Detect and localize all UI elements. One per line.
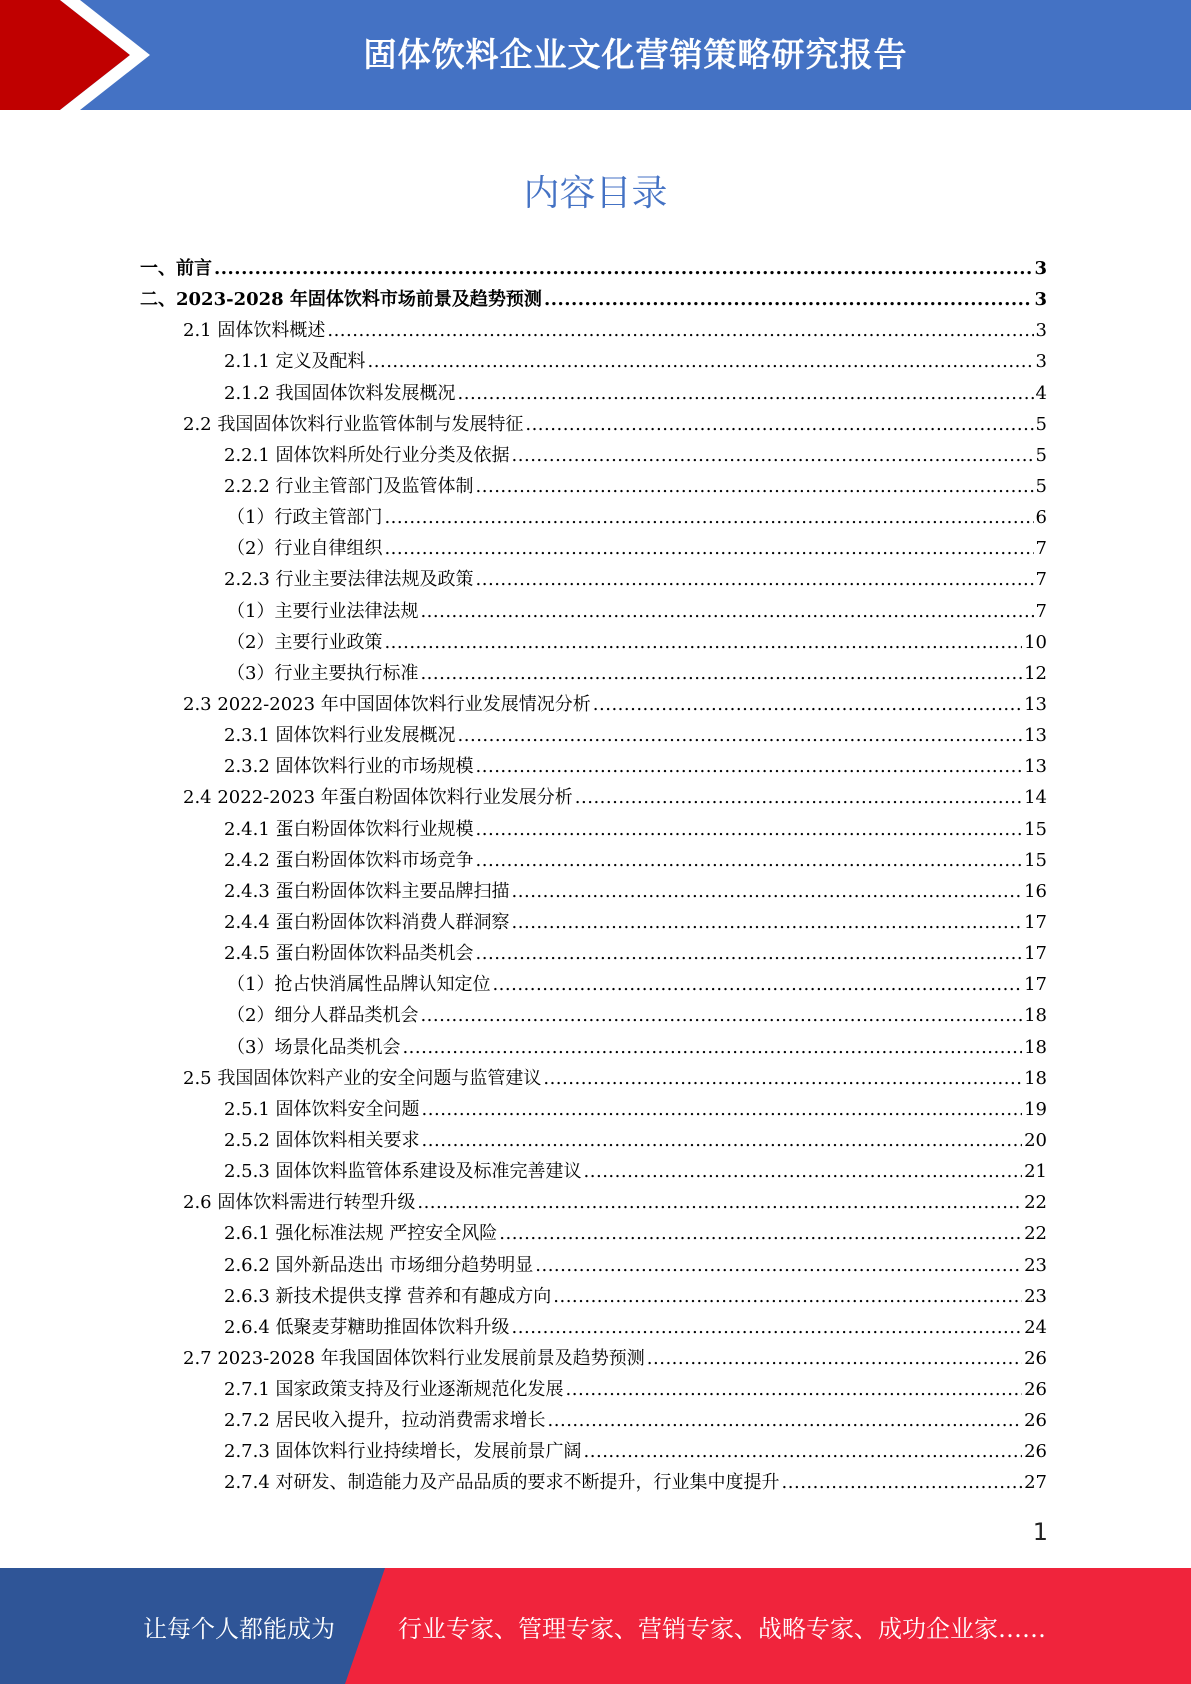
toc-entry[interactable] (140, 1188, 1047, 1219)
toc-entry-text: （2）行业自律组织 (227, 538, 383, 560)
toc-entry[interactable] (140, 472, 1047, 503)
toc-leader-dots (575, 787, 1022, 808)
toc-entry-page: 5 (1035, 475, 1047, 497)
toc-entry[interactable] (140, 1064, 1047, 1095)
toc-leader-dots (422, 1099, 1023, 1120)
toc-entry-text: （3）行业主要执行标准 (227, 662, 419, 684)
toc-leader-dots (566, 1379, 1023, 1400)
toc-leader-dots (214, 258, 1032, 279)
toc-leader-dots (476, 756, 1023, 777)
toc-entry-page: 3 (1035, 320, 1047, 342)
toc-entry-text: 2.2.1 固体饮料所处行业分类及依据 (224, 444, 510, 466)
toc-entry-page: 13 (1024, 756, 1047, 778)
toc-leader-dots (327, 320, 1033, 341)
toc-leader-dots (458, 725, 1023, 746)
toc-entry[interactable] (140, 1375, 1047, 1406)
toc-leader-dots (384, 507, 1033, 528)
toc-leader-dots (584, 1441, 1023, 1462)
table-of-contents (140, 254, 1047, 1500)
toc-entry[interactable] (140, 254, 1047, 285)
toc-entry-text: （2）细分人群品类机会 (227, 1005, 419, 1027)
toc-entry[interactable] (140, 628, 1047, 659)
toc-entry[interactable] (140, 846, 1047, 877)
toc-entry[interactable] (140, 1313, 1047, 1344)
toc-entry-page: 14 (1024, 787, 1047, 809)
toc-entry-page: 24 (1024, 1316, 1047, 1338)
toc-entry-text: 2.4.4 蛋白粉固体饮料消费人群洞察 (224, 911, 510, 933)
toc-entry-page: 3 (1034, 258, 1047, 279)
toc-entry-page: 4 (1035, 382, 1047, 404)
toc-entry-text: 2.4.2 蛋白粉固体饮料市场竞争 (224, 849, 474, 871)
toc-entry-text: 2.6.1 强化标准法规 严控安全风险 (224, 1223, 498, 1245)
toc-entry-page: 12 (1024, 662, 1047, 684)
toc-entry[interactable] (140, 1033, 1047, 1064)
header-banner (0, 0, 1191, 110)
toc-leader-dots (647, 1348, 1022, 1369)
toc-leader-dots (499, 1223, 1022, 1244)
toc-entry[interactable] (140, 1344, 1047, 1375)
toc-entry[interactable] (140, 1468, 1047, 1499)
toc-entry-page: 7 (1035, 538, 1047, 560)
toc-entry[interactable] (140, 347, 1047, 378)
toc-entry-text: 2.2.3 行业主要法律法规及政策 (224, 569, 474, 591)
toc-leader-dots (512, 1317, 1023, 1338)
toc-entry-page: 7 (1035, 600, 1047, 622)
toc-entry[interactable] (140, 908, 1047, 939)
footer-slogan-left: 让每个人都能成为 (143, 1614, 335, 1643)
toc-entry[interactable] (140, 597, 1047, 628)
toc-leader-dots (548, 1410, 1023, 1431)
toc-leader-dots (417, 1192, 1022, 1213)
toc-entry-page: 27 (1024, 1472, 1047, 1494)
toc-entry[interactable] (140, 939, 1047, 970)
toc-entry[interactable] (140, 752, 1047, 783)
toc-entry-text: 2.1.2 我国固体饮料发展概况 (224, 382, 456, 404)
toc-leader-dots (476, 943, 1023, 964)
toc-entry-text: 2.6.2 国外新品迭出 市场细分趋势明显 (224, 1254, 534, 1276)
toc-entry-page: 3 (1034, 289, 1047, 311)
toc-entry-text: 2.2 我国固体饮料行业监管体制与发展特征 (183, 413, 524, 435)
toc-leader-dots (476, 476, 1034, 497)
toc-entry-text: 2.7.4 对研发、制造能力及产品品质的要求不断提升，行业集中度提升 (224, 1472, 780, 1494)
toc-entry-text: 2.4 2022-2023 年蛋白粉固体饮料行业发展分析 (183, 787, 573, 809)
toc-leader-dots (476, 569, 1034, 590)
toc-title: 内容目录 (523, 173, 668, 214)
toc-entry-page: 10 (1024, 631, 1047, 653)
toc-leader-dots (384, 538, 1033, 559)
footer-banner (0, 1568, 1191, 1684)
toc-leader-dots (476, 819, 1023, 840)
toc-entry-page: 6 (1035, 507, 1047, 529)
toc-entry[interactable] (140, 877, 1047, 908)
toc-entry-text: 2.3.2 固体饮料行业的市场规模 (224, 756, 474, 778)
toc-leader-dots (593, 694, 1022, 715)
toc-leader-dots (420, 663, 1022, 684)
toc-entry-page: 16 (1024, 880, 1047, 902)
toc-entry-page: 7 (1035, 569, 1047, 591)
toc-entry-page: 18 (1024, 1067, 1047, 1089)
toc-entry-text: 一、前言 (140, 258, 212, 279)
toc-entry-text: 2.7 2023-2028 年我国固体饮料行业发展前景及趋势预测 (183, 1347, 645, 1369)
toc-leader-dots (525, 414, 1033, 435)
toc-entry-text: 2.7.1 国家政策支持及行业逐渐规范化发展 (224, 1379, 564, 1401)
page-number: 1 (1032, 1518, 1048, 1546)
toc-entry[interactable] (140, 1437, 1047, 1468)
toc-entry[interactable] (140, 815, 1047, 846)
toc-entry-text: 2.7.3 固体饮料行业持续增长，发展前景广阔 (224, 1441, 582, 1463)
toc-leader-dots (402, 1037, 1022, 1058)
toc-entry-text: 2.5.1 固体饮料安全问题 (224, 1098, 420, 1120)
toc-entry[interactable] (140, 783, 1047, 814)
toc-entry-page: 22 (1024, 1192, 1047, 1214)
toc-entry-text: （2）主要行业政策 (227, 631, 383, 653)
toc-entry-text: （1）主要行业法律法规 (227, 600, 419, 622)
toc-entry[interactable] (140, 1095, 1047, 1126)
toc-entry-page: 19 (1024, 1098, 1047, 1120)
toc-entry-text: （1）抢占快消属性品牌认知定位 (227, 974, 491, 996)
toc-entry[interactable] (140, 410, 1047, 441)
toc-entry-page: 26 (1024, 1379, 1047, 1401)
toc-entry-text: 二、2023-2028 年固体饮料市场前景及趋势预测 (140, 289, 542, 311)
toc-leader-dots (584, 1161, 1023, 1182)
toc-entry-text: 2.1 固体饮料概述 (183, 320, 326, 342)
toc-entry[interactable] (140, 1406, 1047, 1437)
toc-entry-page: 18 (1024, 1005, 1047, 1027)
toc-entry[interactable] (140, 1126, 1047, 1157)
toc-entry-text: 2.7.2 居民收入提升，拉动消费需求增长 (224, 1410, 546, 1432)
toc-entry-page: 21 (1024, 1161, 1047, 1183)
toc-entry-text: 2.4.3 蛋白粉固体饮料主要品牌扫描 (224, 880, 510, 902)
toc-leader-dots (512, 881, 1023, 902)
toc-entry-page: 26 (1024, 1410, 1047, 1432)
toc-leader-dots (368, 351, 1034, 372)
toc-entry[interactable] (140, 441, 1047, 472)
toc-leader-dots (422, 1130, 1023, 1151)
toc-entry-page: 3 (1035, 351, 1047, 373)
toc-entry[interactable] (140, 316, 1047, 347)
toc-entry-text: 2.5.3 固体饮料监管体系建设及标准完善建议 (224, 1161, 582, 1183)
header-chevron-icon (0, 0, 160, 110)
toc-leader-dots (420, 1005, 1022, 1026)
toc-entry[interactable] (140, 1157, 1047, 1188)
toc-entry-page: 17 (1024, 943, 1047, 965)
toc-entry-page: 18 (1024, 1036, 1047, 1058)
toc-leader-dots (553, 1286, 1022, 1307)
toc-entry-page: 17 (1024, 974, 1047, 996)
toc-entry-text: 2.1.1 定义及配料 (224, 351, 366, 373)
toc-leader-dots (458, 383, 1034, 404)
toc-entry-page: 13 (1024, 725, 1047, 747)
toc-entry-page: 23 (1024, 1285, 1047, 1307)
toc-entry-text: 2.3.1 固体饮料行业发展概况 (224, 725, 456, 747)
toc-entry-page: 20 (1024, 1129, 1047, 1151)
toc-entry-page: 5 (1035, 413, 1047, 435)
toc-leader-dots (543, 1068, 1022, 1089)
toc-entry-text: 2.4.1 蛋白粉固体饮料行业规模 (224, 818, 474, 840)
toc-entry[interactable] (140, 970, 1047, 1001)
toc-leader-dots (476, 850, 1023, 871)
footer-slogan-right: 行业专家、管理专家、营销专家、战略专家、成功企业家…… (398, 1614, 1046, 1643)
toc-entry[interactable] (140, 1219, 1047, 1250)
toc-entry[interactable] (140, 534, 1047, 565)
toc-entry[interactable] (140, 503, 1047, 534)
toc-entry[interactable] (140, 379, 1047, 410)
toc-entry-text: 2.6 固体饮料需进行转型升级 (183, 1192, 416, 1214)
toc-entry-text: 2.4.5 蛋白粉固体饮料品类机会 (224, 943, 474, 965)
toc-leader-dots (782, 1472, 1023, 1493)
toc-entry-page: 13 (1024, 693, 1047, 715)
toc-entry[interactable] (140, 565, 1047, 596)
toc-entry-page: 5 (1035, 444, 1047, 466)
toc-leader-dots (492, 974, 1022, 995)
toc-entry[interactable] (140, 659, 1047, 690)
toc-entry-text: 2.5 我国固体饮料产业的安全问题与监管建议 (183, 1067, 542, 1089)
toc-entry-text: 2.3 2022-2023 年中国固体饮料行业发展情况分析 (183, 693, 591, 715)
toc-leader-dots (512, 912, 1023, 933)
toc-entry-text: 2.2.2 行业主管部门及监管体制 (224, 475, 474, 497)
report-title: 固体饮料企业文化营销策略研究报告 (363, 34, 908, 74)
toc-entry-page: 26 (1024, 1441, 1047, 1463)
toc-entry[interactable] (140, 1282, 1047, 1313)
toc-entry[interactable] (140, 1001, 1047, 1032)
toc-leader-dots (512, 445, 1034, 466)
toc-entry[interactable] (140, 690, 1047, 721)
toc-entry-text: 2.5.2 固体饮料相关要求 (224, 1129, 420, 1151)
toc-entry-page: 15 (1024, 849, 1047, 871)
toc-entry[interactable] (140, 1251, 1047, 1282)
toc-entry-text: （1）行政主管部门 (227, 507, 383, 529)
toc-entry[interactable] (140, 285, 1047, 316)
toc-entry-page: 23 (1024, 1254, 1047, 1276)
toc-entry[interactable] (140, 721, 1047, 752)
toc-entry-text: 2.6.4 低聚麦芽糖助推固体饮料升级 (224, 1316, 510, 1338)
toc-leader-dots (420, 601, 1033, 622)
toc-entry-page: 17 (1024, 911, 1047, 933)
toc-entry-text: （3）场景化品类机会 (227, 1036, 401, 1058)
toc-entry-page: 22 (1024, 1223, 1047, 1245)
toc-entry-page: 26 (1024, 1347, 1047, 1369)
toc-leader-dots (544, 289, 1033, 310)
toc-leader-dots (535, 1255, 1022, 1276)
toc-entry-page: 15 (1024, 818, 1047, 840)
toc-entry-text: 2.6.3 新技术提供支撑 营养和有趣成方向 (224, 1285, 552, 1307)
toc-leader-dots (384, 632, 1022, 653)
